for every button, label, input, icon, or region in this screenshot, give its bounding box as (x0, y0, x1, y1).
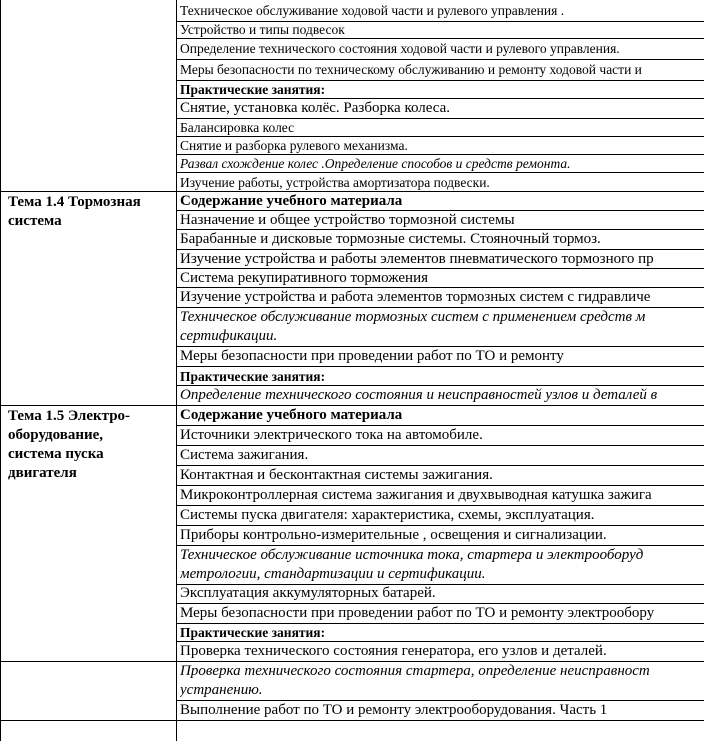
lesson-row: Назначение и общее устройство тормозной системы (180, 212, 515, 228)
row-divider (176, 268, 704, 269)
section-divider (0, 405, 704, 406)
row-divider (176, 172, 704, 173)
row-divider (176, 98, 704, 99)
row-divider (176, 346, 704, 347)
row-divider (176, 505, 704, 506)
practical-heading: Практические занятия: (180, 625, 326, 640)
lesson-row: Система рекупиративного торможения (180, 270, 429, 286)
row-divider (176, 700, 704, 701)
row-divider (176, 38, 704, 39)
lesson-row: Эксплуатация аккумуляторных батарей. (180, 585, 436, 601)
lesson-row: Проверка технического состояния генератора, его узлов и деталей. (180, 643, 607, 659)
column-divider (176, 0, 177, 741)
row-divider (176, 545, 704, 546)
topic-title: Тема 1.5 Электро- оборудование, система пуска двигателя (8, 408, 131, 481)
row-divider (176, 465, 704, 466)
section-divider (0, 661, 704, 662)
lesson-row: Снятие, установка колёс. Разборка колеса. (180, 100, 451, 116)
lesson-row: Приборы контрольно-измерительные , освещения и сигнализации. (180, 527, 607, 543)
lesson-row: Меры безопасности при проведении работ по ТО и ремонту (180, 348, 564, 364)
lesson-row: Техническое обслуживание ходовой части и рулевого управления . (180, 3, 565, 18)
lesson-row: Изучение устройства и работы элементов пневматического тормозного пр (180, 251, 654, 267)
lesson-row: Источники электрического тока на автомобиле. (180, 427, 483, 443)
row-divider (176, 385, 704, 386)
lesson-row: Техническое обслуживание источника тока, стартера и электрооборуд (180, 547, 644, 563)
row-divider (176, 445, 704, 446)
row-divider (176, 307, 704, 308)
row-divider (176, 59, 704, 60)
lesson-row-continuation: сертификации. (180, 328, 278, 344)
row-divider (176, 210, 704, 211)
row-divider (176, 229, 704, 230)
content-heading: Содержание учебного материала (180, 407, 403, 423)
practical-heading: Практические занятия: (180, 82, 326, 97)
table-bottom-border (0, 720, 704, 721)
content-heading: Содержание учебного материала (180, 193, 403, 209)
lesson-row: Развал схождение колес .Определение способов и средств ремонта. (180, 156, 571, 171)
section-divider (0, 191, 704, 192)
lesson-row: Изучение работы, устройства амортизатора подвески. (180, 175, 490, 190)
lesson-row: Техническое обслуживание тормозных систем с применением средств м (180, 309, 646, 325)
row-divider (176, 525, 704, 526)
lesson-row: Определение технического состояния ходовой части и рулевого управления. (180, 41, 620, 56)
lesson-row-continuation: метрологии, стандартизации и сертификации. (180, 566, 486, 582)
lesson-row: Определение технического состояния и неисправностей узлов и деталей в (180, 387, 658, 403)
row-divider (176, 603, 704, 604)
lesson-row: Выполнение работ по ТО и ремонту электрооборудования. Часть 1 (180, 702, 608, 718)
lesson-row: Барабанные и дисковые тормозные системы. Стояночный тормоз. (180, 231, 601, 247)
lesson-row: Микроконтроллерная система зажигания и двухвыводная катушка зажига (180, 487, 652, 503)
lesson-row: Система зажигания. (180, 447, 309, 463)
row-divider (176, 485, 704, 486)
row-divider (176, 287, 704, 288)
lesson-row: Меры безопасности при проведении работ по ТО и ремонту электрообору (180, 605, 655, 621)
row-divider (176, 641, 704, 642)
topic-title: Тема 1.4 Тормозная система (8, 194, 141, 229)
lesson-row: Контактная и бесконтактная системы зажигания. (180, 467, 493, 483)
lesson-row: Изучение устройства и работа элементов тормозных систем с гидравличе (180, 289, 651, 305)
lesson-row: Снятие и разборка рулевого механизма. (180, 138, 408, 153)
practical-heading: Практические занятия: (180, 369, 326, 384)
row-divider (176, 366, 704, 367)
lesson-row: Устройство и типы подвесок (180, 22, 345, 37)
lesson-row: Балансировка колес (180, 120, 295, 135)
table-left-border (0, 0, 1, 741)
row-divider (176, 425, 704, 426)
lesson-row: Меры безопасности по техническому обслуживанию и ремонту ходовой части и (180, 62, 642, 77)
lesson-row: Проверка технического состояния стартера, определение неисправност (180, 663, 650, 679)
lesson-row: Системы пуска двигателя: характеристика, схемы, эксплуатация. (180, 507, 595, 523)
row-divider (176, 249, 704, 250)
lesson-row-continuation: устранению. (180, 682, 263, 698)
